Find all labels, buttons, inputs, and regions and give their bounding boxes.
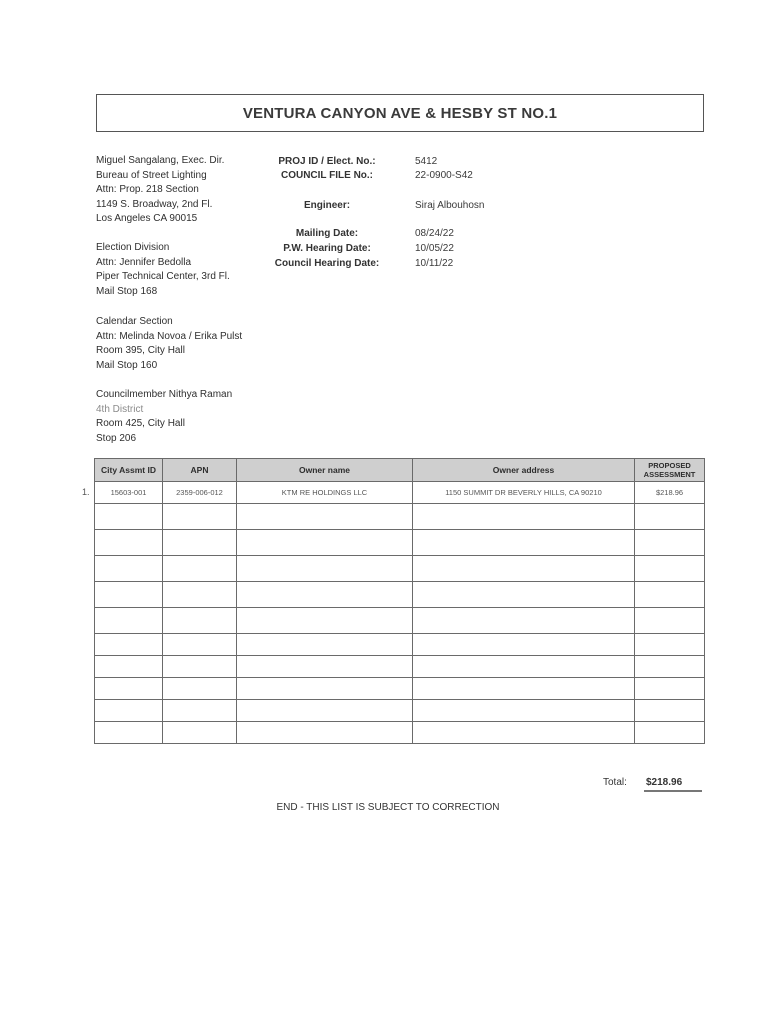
address-block-councilmember <box>96 388 232 446</box>
address-block-election-division <box>96 241 230 299</box>
address-line: Attn: Melinda Novoa / Erika Pulst <box>96 330 243 342</box>
header-proposed-assessment: PROPOSED ASSESSMENT <box>635 459 705 482</box>
address-line: Mail Stop 168 <box>96 285 158 297</box>
table-header-row <box>95 459 705 482</box>
row-number: 1. <box>82 487 90 497</box>
empty-row <box>95 582 705 608</box>
address-line: Attn: Prop. 218 Section <box>96 184 199 195</box>
address-line: 4th District <box>96 403 144 415</box>
table-row <box>95 482 705 504</box>
cell-assessment: $218.96 <box>635 482 705 504</box>
cell-owner-address: 1150 SUMMIT DR BEVERLY HILLS, CA 90210 <box>413 482 635 504</box>
address-line: Stop 206 <box>96 432 137 444</box>
cell-owner-name: KTM RE HOLDINGS LLC <box>237 482 413 504</box>
empty-row <box>95 634 705 656</box>
cell-city-assmt-id: 15603-001 <box>95 482 163 504</box>
address-line: Bureau of Street Lighting <box>96 169 207 181</box>
value-pw-hearing-date: 10/05/22 <box>415 243 454 254</box>
value-council-file: 22-0900-S42 <box>415 170 473 181</box>
address-line: Attn: Jennifer Bedolla <box>96 256 192 268</box>
header-owner-address: Owner address <box>413 459 635 482</box>
address-line: Councilmember Nithya Raman <box>96 389 233 400</box>
assessment-table <box>94 458 705 744</box>
address-line: Calendar Section <box>96 316 173 327</box>
label-engineer: Engineer: <box>303 200 351 211</box>
address-line: Miguel Sangalang, Exec. Dir. <box>96 155 225 166</box>
label-mailing-date: Mailing Date: <box>295 228 359 239</box>
address-line: Room 425, City Hall <box>96 418 185 429</box>
address-line: Election Division <box>96 242 170 253</box>
value-engineer: Siraj Albouhosn <box>415 200 485 211</box>
label-council-file: COUNCIL FILE No.: <box>280 170 374 181</box>
header-apn: APN <box>163 459 237 482</box>
title-box <box>96 94 704 132</box>
label-council-hearing-date: Council Hearing Date: <box>274 258 380 269</box>
end-note: END - THIS LIST IS SUBJECT TO CORRECTION <box>276 802 500 813</box>
address-line: Los Angeles CA 90015 <box>96 213 198 224</box>
empty-row <box>95 608 705 634</box>
address-block-calendar-section <box>96 315 242 373</box>
value-mailing-date: 08/24/22 <box>415 228 454 239</box>
empty-row <box>95 722 705 744</box>
value-proj-id: 5412 <box>415 156 438 167</box>
label-pw-hearing-date: P.W. Hearing Date: <box>283 243 371 254</box>
total-label: Total: <box>603 777 627 788</box>
value-council-hearing-date: 10/11/22 <box>415 258 454 269</box>
address-line: 1149 S. Broadway, 2nd Fl. <box>96 198 213 210</box>
empty-row <box>95 530 705 556</box>
address-line: Mail Stop 160 <box>96 359 158 371</box>
empty-row <box>95 700 705 722</box>
document-title: VENTURA CANYON AVE & HESBY ST NO.1 <box>242 104 558 122</box>
total-value: $218.96 <box>646 777 683 788</box>
total-underline <box>644 790 702 792</box>
address-line: Room 395, City Hall <box>96 345 185 356</box>
cell-apn: 2359-006-012 <box>163 482 237 504</box>
empty-row <box>95 556 705 582</box>
empty-row <box>95 656 705 678</box>
header-owner-name: Owner name <box>237 459 413 482</box>
empty-row <box>95 504 705 530</box>
address-block-street-lighting <box>96 154 224 227</box>
header-city-assmt-id: City Assmt ID <box>95 459 163 482</box>
label-proj-id: PROJ ID / Elect. No.: <box>278 156 376 167</box>
address-line: Piper Technical Center, 3rd Fl. <box>96 271 230 282</box>
empty-row <box>95 678 705 700</box>
